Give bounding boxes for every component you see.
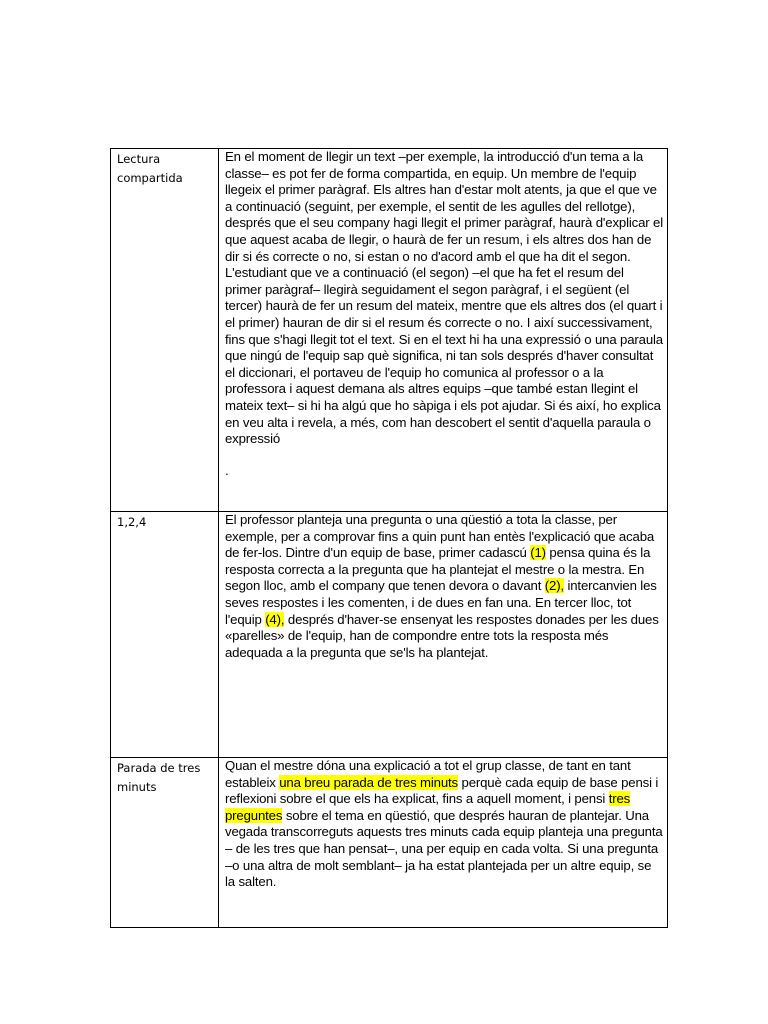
activities-table <box>110 148 668 928</box>
highlight-marker: (4), <box>265 611 285 627</box>
text-segment: sobre el tema en qüestió, que després hauran de plantejar. Una vegada transcorreguts aquests tres minuts cada equip planteja una pregunta – de les tres que han pensat–, una per equip en cada volta. Si una pregunta –o una altra de molt semblant– ja ha estat plantejada per un altre equip, se la salten. <box>225 807 663 890</box>
highlight-marker: (1) <box>530 545 546 561</box>
description-paragraph <box>225 758 663 891</box>
text-segment: intercanvien les seves respostes i les comenten, i de dues en fan una. En tercer lloc, tot l'equip <box>225 578 657 627</box>
row-label <box>111 758 219 928</box>
row-description <box>219 149 668 512</box>
text-segment: després d'haver-se ensenyat les respostes donades per les dues «parelles» de l'equip, han de compondre entre tots la resposta més adequada a la pregunta que se'ls ha plantejat. <box>225 611 659 660</box>
table-row <box>111 758 668 928</box>
row-label <box>111 149 219 512</box>
description-paragraph: En el moment de llegir un text –per exemple, la introducció d'un tema a la classe– es pot fer de forma compartida, en equip. Un membre de l'equip llegeix el primer paràgraf. Els altres han d'estar molt atents, ja que el que ve a continuació (seguint, per exemple, el sentit de les agulles del rellotge), després que el seu company hagi llegit el primer paràgraf, haurà d'explicar el que aquest acaba de llegir, o haurà de fer un resum, i els altres dos han de dir si és correcte o no, si estan o no d'acord amb el que ha dit el segon. L'estudiant que ve a continuació (el segon) –el que ha fet el resum del primer paràgraf– llegirà seguidament el segon paràgraf, i el següent (el tercer) haurà de fer un resum del mateix, mentre que els altres dos (el quart i el primer) hauran de dir si el resum és correcte o no. I així successivament, fins que s'hagi llegit tot el text. Si en el text hi ha una expressió o una paraula que ningú de l'equip sap què significa, ni tan sols després d'haver consultat el diccionari, el portaveu de l'equip ho comunica al professor o a la professora i aquest demana als altres equips –que també estan llegint el mateix text– si hi ha algú que ho sàpiga i els pot ajudar. Si és així, ho explica en veu alta i revela, a més, com han descobert el sentit d'aquella paraula o expressió <box>225 149 663 447</box>
text-segment: pensa quina és la resposta correcta a la pregunta que ha plantejat el mestre o la mestra. En segon lloc, amb el company que tenen devora o davant <box>225 545 651 594</box>
row-label-text: 1,2,4 <box>117 515 147 529</box>
table-row <box>111 149 668 512</box>
text-segment: Quan el mestre dóna una explicació a tot el grup classe, de tant en tant estableix <box>225 758 631 790</box>
text-segment: El professor planteja una pregunta o una qüestió a tota la classe, per exemple, per a comprovar fins a quin punt han entès l'explicació que acaba de fer-los. Dintre d'un equip de base, primer cadascú <box>225 512 655 561</box>
description-paragraph <box>225 512 663 661</box>
highlight-phrase: una breu parada de tres minuts <box>279 774 458 790</box>
trailing-dot: . <box>225 462 229 478</box>
row-description <box>219 758 668 928</box>
row-label-text: Lectura compartida <box>117 152 183 185</box>
highlight-phrase: tres preguntes <box>225 791 631 823</box>
row-description <box>219 512 668 758</box>
text-segment: perquè cada equip de base pensi i reflexioni sobre el que els ha explicat, fins a aquell moment, i pensi <box>225 774 659 807</box>
row-label <box>111 512 219 758</box>
highlight-marker: (2), <box>544 578 564 594</box>
row-label-text: Parada de tres minuts <box>117 761 201 794</box>
table-row <box>111 512 668 758</box>
